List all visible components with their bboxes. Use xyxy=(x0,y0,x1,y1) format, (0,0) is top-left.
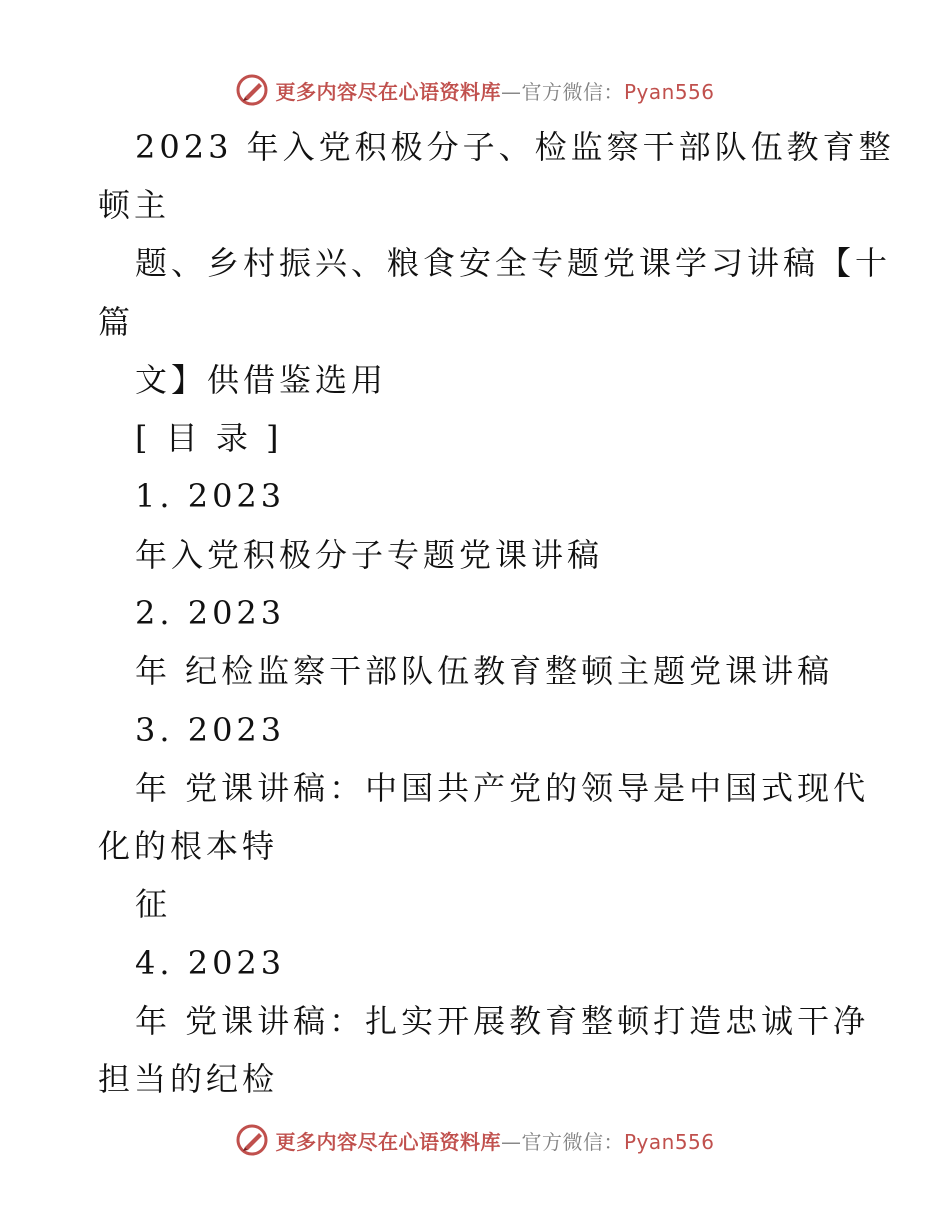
watermark-dash: — xyxy=(500,1129,522,1154)
watermark-site-text: 更多内容尽在心语资料库 xyxy=(275,1129,501,1154)
watermark-wechat-id: Pyan556 xyxy=(623,1129,715,1154)
toc-item-3-title-line-3: 征 xyxy=(135,885,172,923)
toc-item-3-title-line-1: 年 党课讲稿：中国共产党的领导是中国式现代 xyxy=(135,769,870,807)
toc-heading: [ 目 录 ] xyxy=(135,419,283,457)
title-line-4: 篇 xyxy=(98,303,135,341)
toc-item-2-title: 年 纪检监察干部队伍教育整顿主题党课讲稿 xyxy=(135,652,834,690)
watermark-dash: — xyxy=(500,79,522,104)
watermark-site-text: 更多内容尽在心语资料库 xyxy=(275,79,501,104)
toc-item-4-title-line-2: 担当的纪检 xyxy=(98,1060,279,1098)
title-line-5: 文】供借鉴选用 xyxy=(135,361,388,399)
toc-item-4-title-line-1: 年 党课讲稿：扎实开展教育整顿打造忠诚干净 xyxy=(135,1002,870,1040)
title-line-3: 题、乡村振兴、粮食安全专题党课学习讲稿【十 xyxy=(135,244,892,282)
toc-item-4-number: 4. 2023 xyxy=(135,944,286,982)
toc-item-1-number: 1. 2023 xyxy=(135,477,286,515)
title-line-2: 顿主 xyxy=(98,186,171,224)
title-line-1: 2023 年入党积极分子、检监察干部队伍教育整 xyxy=(135,128,895,166)
pen-logo-icon xyxy=(235,73,269,107)
watermark-wechat-id: Pyan556 xyxy=(623,79,715,104)
footer-watermark xyxy=(0,1120,950,1160)
watermark-wechat-label: 官方微信： xyxy=(521,1129,624,1154)
pen-logo-icon xyxy=(235,1123,269,1157)
toc-item-1-title: 年入党积极分子专题党课讲稿 xyxy=(135,536,604,574)
toc-item-3-title-line-2: 化的根本特 xyxy=(98,827,279,865)
watermark-wechat-label: 官方微信： xyxy=(521,79,624,104)
toc-item-3-number: 3. 2023 xyxy=(135,711,286,749)
toc-item-2-number: 2. 2023 xyxy=(135,594,286,632)
header-watermark xyxy=(0,70,950,110)
